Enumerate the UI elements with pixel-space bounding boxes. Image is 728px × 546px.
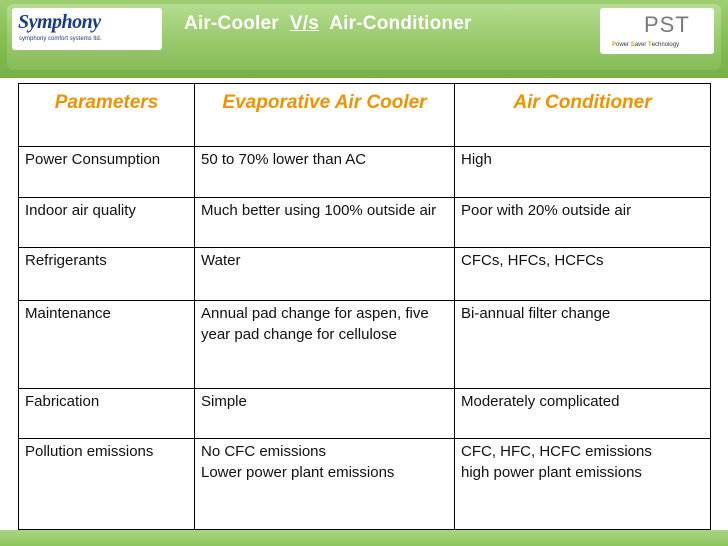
param-cell: Refrigerants [19,248,195,301]
ac-cell: Poor with 20% outside air [455,198,711,248]
table-row [19,389,711,439]
param-cell: Indoor air quality [19,198,195,248]
param-cell: Fabrication [19,389,195,439]
pst-logo-mark: PST [644,12,690,37]
title-vs: V/s [289,13,319,34]
cooler-cell: 50 to 70% lower than AC [195,147,455,198]
ac-cell: Bi-annual filter change [455,301,711,389]
param-cell: Pollution emissions [19,439,195,530]
symphony-logo-brand: Symphony [18,11,101,33]
comparison-table [18,83,711,530]
table-header-row [19,84,711,147]
ac-cell: CFCs, HFCs, HCFCs [455,248,711,301]
table-row [19,301,711,389]
cooler-cell: Water [195,248,455,301]
symphony-logo [12,8,162,50]
pst-logo-subtitle: Power Saver Technology [612,42,680,48]
cooler-cell: Simple [195,389,455,439]
symphony-logo-tagline: symphony comfort systems ltd. [19,36,102,42]
ac-cell: Moderately complicated [455,389,711,439]
cooler-cell: No CFC emissions Lower power plant emissions [195,439,455,530]
table-row [19,439,711,530]
footer-strip [0,530,728,546]
table-row [19,248,711,301]
param-cell: Power Consumption [19,147,195,198]
title-part-2: Air-Conditioner [329,13,472,34]
ac-cell: High [455,147,711,198]
header-banner [0,0,728,78]
column-header-parameters: Parameters [19,84,195,147]
column-header-air-conditioner: Air Conditioner [455,84,711,147]
column-header-evaporative-cooler: Evaporative Air Cooler [195,84,455,147]
page-title [184,13,472,35]
table-row [19,147,711,198]
title-part-1: Air-Cooler [184,13,279,34]
cooler-cell: Much better using 100% outside air [195,198,455,248]
table-row [19,198,711,248]
ac-cell: CFC, HFC, HCFC emissions high power plant emissions [455,439,711,530]
pst-logo [600,8,714,54]
cooler-cell: Annual pad change for aspen, five year pad change for cellulose [195,301,455,389]
param-cell: Maintenance [19,301,195,389]
